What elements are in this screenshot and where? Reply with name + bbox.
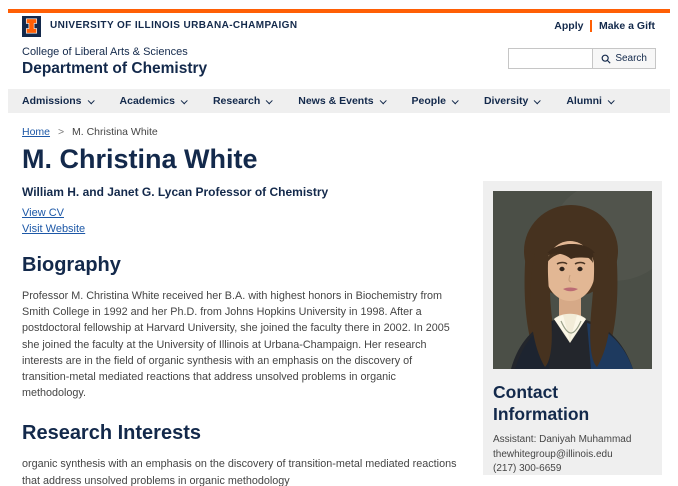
breadcrumb-current: M. Christina White	[72, 126, 158, 138]
professor-title: William H. and Janet G. Lycan Professor of Chemistry	[22, 185, 329, 199]
breadcrumb	[22, 126, 656, 138]
search-button-label: Search	[615, 53, 647, 64]
breadcrumb-separator: >	[57, 126, 65, 138]
main-nav	[8, 89, 670, 113]
biography-heading: Biography	[22, 254, 121, 276]
nav-label: News & Events	[298, 95, 374, 107]
search-input[interactable]	[508, 48, 592, 69]
nav-item-research[interactable]	[213, 95, 271, 107]
nav-item-admissions[interactable]	[22, 95, 93, 107]
university-header	[8, 13, 670, 38]
research-interests-heading: Research Interests	[22, 422, 201, 445]
breadcrumb-home-link[interactable]: Home	[22, 126, 51, 138]
page	[8, 9, 670, 486]
site-titles	[22, 46, 207, 86]
header-actions	[554, 20, 655, 32]
contact-card	[483, 181, 662, 475]
nav-item-alumni[interactable]	[566, 95, 613, 107]
search-button[interactable]	[592, 48, 656, 69]
illinois-block-i-logo[interactable]	[22, 16, 41, 37]
nav-label: Academics	[119, 95, 175, 107]
contact-assistant: Assistant: Daniyah Muhammad	[493, 434, 632, 445]
profile-main	[22, 144, 461, 486]
portrait-image	[493, 191, 652, 369]
university-name-link[interactable]: UNIVERSITY OF ILLINOIS URBANA-CHAMPAIGN	[50, 20, 298, 31]
profile-photo	[493, 191, 652, 369]
nav-label: Diversity	[483, 95, 529, 107]
nav-label: Admissions	[22, 95, 82, 107]
nav-item-people[interactable]	[412, 95, 457, 107]
college-link[interactable]: College of Liberal Arts & Sciences	[22, 46, 188, 58]
chevron-down-icon	[452, 97, 459, 104]
chevron-down-icon	[87, 97, 94, 104]
chevron-down-icon	[608, 97, 615, 104]
view-cv-link[interactable]: View CV	[22, 207, 64, 219]
block-i-icon	[25, 18, 38, 34]
chevron-down-icon	[181, 97, 188, 104]
visit-website-link[interactable]: Visit Website	[22, 223, 86, 235]
content	[8, 138, 670, 486]
nav-label: Alumni	[566, 95, 602, 107]
nav-item-news-events[interactable]	[298, 95, 384, 107]
make-a-gift-link[interactable]: Make a Gift	[598, 19, 655, 32]
site-search	[508, 48, 656, 69]
chevron-down-icon	[379, 97, 386, 104]
nav-item-diversity[interactable]	[484, 95, 539, 107]
divider	[590, 20, 592, 32]
contact-phone: (217) 300-6659	[493, 463, 562, 474]
chevron-down-icon	[266, 97, 273, 104]
contact-information-heading: Contact Information	[493, 382, 590, 424]
research-interests-text: organic synthesis with an emphasis on the discovery of transition-metal mediated reactions that address unsolved problems in organic methodology	[22, 458, 457, 486]
department-link[interactable]: Department of Chemistry	[22, 60, 208, 77]
search-icon	[601, 54, 611, 64]
page-title: M. Christina White	[22, 144, 258, 174]
contact-email: thewhitegroup@illinois.edu	[493, 448, 613, 460]
nav-item-academics[interactable]	[120, 95, 186, 107]
department-header	[8, 38, 670, 86]
nav-label: Research	[212, 95, 261, 107]
chevron-down-icon	[534, 97, 541, 104]
apply-link[interactable]: Apply	[554, 19, 584, 32]
nav-label: People	[411, 95, 446, 107]
biography-text: Professor M. Christina White received her B.A. with highest honors in Biochemistry from Smith College in 1992 and her Ph.D. from Johns Hopkins University in 1998. After a postdoctoral fellowship at Harvard University, she joined the faculty there in 2002. In 2005 she joined the faculty at the University of Illinois at Urbana-Champaign. Her research interests are in the field of organic synthesis with an emphasis on the discovery of transition-metal mediated reactions that address unsolved problems in organic methodology.	[22, 290, 450, 400]
